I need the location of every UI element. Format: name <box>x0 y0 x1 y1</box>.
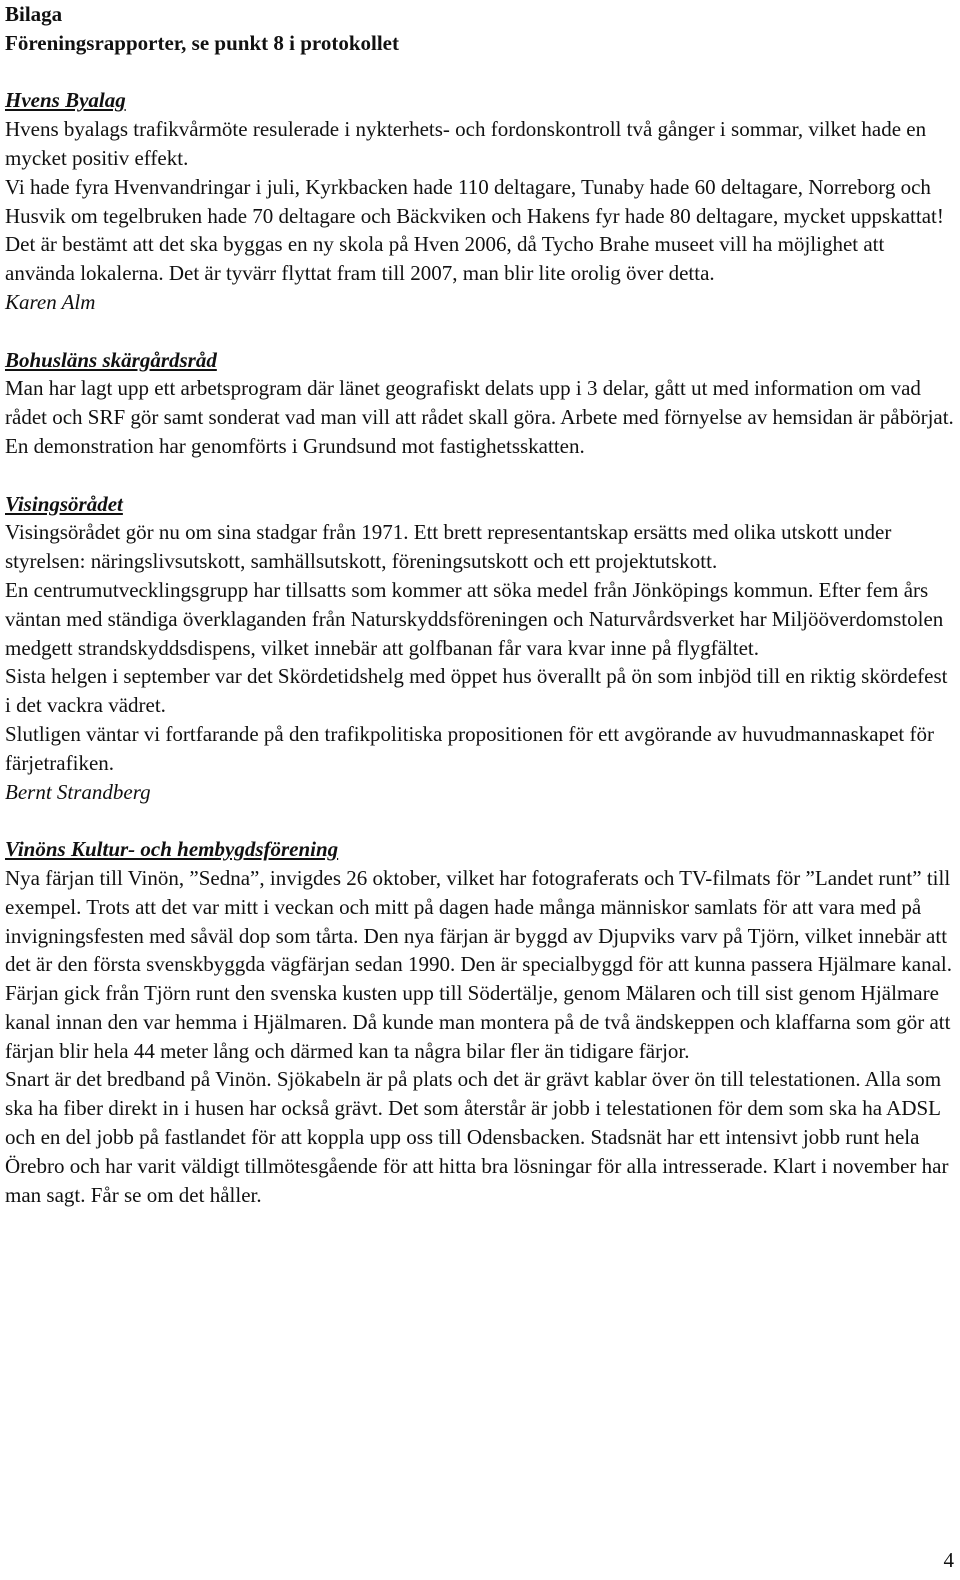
section-heading: Vinöns Kultur- och hembygdsförening <box>5 837 339 862</box>
paragraph: Det är bestämt att det ska byggas en ny skola på Hven 2006, då Tycho Brahe museet vill ha möjlighet att använda lokalerna. Det är tyvärr flyttat fram till 2007, man blir lite orolig över detta. <box>5 232 885 286</box>
paragraph: Nya färjan till Vinön, ”Sedna”, invigdes 26 oktober, vilket har fotograferats och TV-filmats för ”Landet runt” till exempel. Trots att det var mitt i veckan och mitt på dagen hade många människor samlats för att vara med på invigningsfesten med såväl dop som tårta. Den nya färjan är byggd av Djupviks varv på Tjörn, vilket innebär att det är den första svenskbyggda vägfärjan sedan 1990. Den är specialbyggd för att kunna passera Hjälmare kanal. Färjan gick från Tjörn runt den svenska kusten upp till Södertälje, genom Mälaren och till sist genom Hjälmare kanal innan den var hemma i Hjälmaren. Då kunde man montera på de två ändskeppen och klaffarna som gör att färjan blir hela 44 meter lång och därmed kan ta några bilar fler än tidigare färjor. <box>5 865 952 1063</box>
paragraph: Slutligen väntar vi fortfarande på den trafikpolitiska propositionen för ett avgörande av huvudmannaskapet för färjetrafiken. <box>5 721 934 775</box>
paragraph: Man har lagt upp ett arbetsprogram där länet geografiskt delats upp i 3 delar, gått ut med information om vad rådet och SRF gör samt sonderat vad man vill att rådet skall göra. Arbete med förnyelse av hemsidan är påbörjat. En demonstration har genomförts i Grundsund mot fastighetsskatten. <box>5 376 954 458</box>
paragraph: Sista helgen i september var det Skördetidshelg med öppet hus överallt på ön som inbjöd till en riktig skördefest i det vackra vädret. <box>5 664 948 718</box>
signature: Bernt Strandberg <box>5 779 151 804</box>
section-heading: Visingsörådet <box>5 491 123 516</box>
section-heading: Hvens Byalag <box>5 88 126 113</box>
section-bohuslans-skargardsrad <box>5 346 955 461</box>
spacer <box>5 806 955 835</box>
paragraph: Visingsörådet gör nu om sina stadgar från 1971. Ett brett representantskap ersätts med olika utskott under styrelsen: näringslivsutskott, samhällsutskott, föreningsutskott och ett projektutskott. <box>5 520 892 574</box>
spacer <box>5 58 955 87</box>
page-number: 4 <box>943 1548 954 1572</box>
section-visingsoradet <box>5 490 955 807</box>
paragraph: Vi hade fyra Hvenvandringar i juli, Kyrkbacken hade 110 deltagare, Tunaby hade 60 deltagare, Norreborg och Husvik om tegelbruken hade 70 deltagare och Bäckviken och Hakens fyr hade 80 deltagare, mycket uppskattat! <box>5 174 944 228</box>
document-label: Bilaga <box>5 2 63 26</box>
section-heading: Bohusläns skärgårdsråd <box>5 347 217 372</box>
paragraph: En centrumutvecklingsgrupp har tillsatts som kommer att söka medel från Jönköpings kommun. Efter fem års väntan med ständiga överklaganden från Naturskyddsföreningen och Naturvårdsverket har Miljööverdomstolen medgett strandskyddsdispens, vilket innebär att golfbanan får vara kvar inne på flygfältet. <box>5 577 944 660</box>
spacer <box>5 317 955 346</box>
spacer <box>5 461 955 490</box>
paragraph: Snart är det bredband på Vinön. Sjökabeln är på plats och det är grävt kablar över ön till telestationen. Alla som ska ha fiber direkt in i husen har också grävt. Det som återstår är jobb i telestationen för dem som ska ha ADSL och en del jobb på fastlandet för att koppla upp oss till Odensbacken. Stadsnät har ett intensivt jobb runt hela Örebro och har varit väldigt tillmötesgående för att hitta bra lösningar för alla intresserade. Klart i november har man sagt. Får se om det håller. <box>5 1067 949 1207</box>
signature: Karen Alm <box>5 289 96 314</box>
section-hvens-byalag <box>5 86 955 316</box>
document-title: Föreningsrapporter, se punkt 8 i protokollet <box>5 30 399 55</box>
section-vinons-kultur-och-hembygdsforening <box>5 835 955 1209</box>
paragraph: Hvens byalags trafikvårmöte resulerade i nykterhets- och fordonskontroll två gånger i sommar, vilket hade en mycket positiv effekt. <box>5 117 927 170</box>
document-page <box>5 0 955 1209</box>
